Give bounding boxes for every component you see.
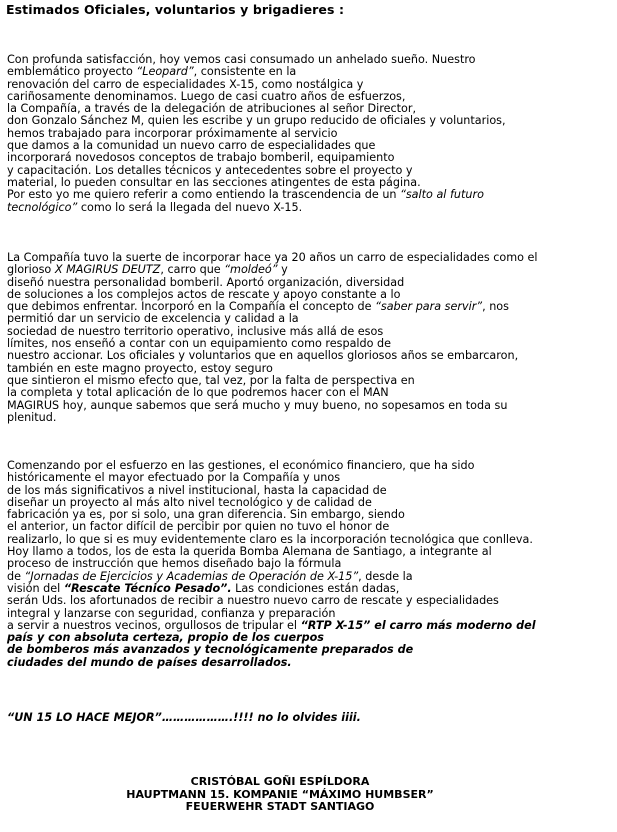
emphasis-text: “salto al futuro (400, 188, 484, 202)
text-run: MAGIRUS hoy, aunque sabemos que será mucho y muy bueno, no sopesamos en toda su (7, 398, 508, 412)
text-run: Con profunda satisfacción, hoy vemos casi consumado un anhelado sueño. Nuestro (7, 53, 476, 66)
text-run: que sintieron el mismo efecto que, tal vez, por la falta de perspectiva en (7, 373, 415, 387)
emphasis-text: “Jornadas de Ejercicios y Academias de Operación de X-15” (24, 569, 359, 583)
signature-name: CRISTÓBAL GOÑI ESPÍLDORA (190, 775, 370, 788)
text-run: nuestro accionar. Los oficiales y voluntarios que en aquellos gloriosos años se embarcaron, (7, 349, 519, 363)
emphasis-text: “RTP X-15” el carro más moderno del (300, 618, 536, 632)
emphasis-text: ciudades del mundo de países desarrollados. (7, 655, 292, 669)
text-run: material, lo pueden consultar en las secciones atingentes de esta página. (7, 175, 421, 189)
greeting-heading: Estimados Oficiales, voluntarios y brigadieres : (6, 2, 345, 17)
text-run: de los más significativos a nivel institucional, hasta la capacidad de (7, 483, 387, 497)
emphasis-text: tecnológico” (7, 200, 78, 214)
text-run: , carro que (160, 263, 225, 277)
text-run: glorioso (7, 263, 55, 277)
text-run: hemos trabajado para incorporar próximamente al servicio (7, 126, 338, 140)
emphasis-text: X MAGIRUS DEUTZ (54, 263, 161, 277)
paragraph-2 (7, 252, 538, 424)
text-run: de (7, 569, 25, 583)
text-run: realizarlo, lo que si es muy evidentemente claro es la incorporación tecnológica que conlleva. (7, 532, 533, 546)
text-run: Las condiciones están dadas, (231, 581, 400, 595)
text-run: permitió dar un servicio de excelencia y calidad a la (7, 312, 299, 326)
text-run: emblemático proyecto (7, 65, 137, 79)
signature-title: HAUPTMANN 15. KOMPANIE “MÁXIMO HUMBSER” (126, 787, 434, 801)
paragraph-3 (7, 460, 536, 669)
text-run: serán Uds. los afortunados de recibir a nuestro nuevo carro de rescate y especialidades (7, 594, 499, 608)
text-run: históricamente el mayor efectuado por la Compañía y unos (7, 471, 341, 485)
text-line (7, 400, 538, 412)
emphasis-text: “moldeó” (224, 263, 278, 277)
text-run: incorporará novedosos conceptos de trabajo bomberil, equipamiento (7, 151, 395, 165)
text-run: diseñó nuestra personalidad bomberil. Aportó organización, diversidad (7, 275, 405, 289)
text-run: La Compañía tuvo la suerte de incorporar hace ya 20 años un carro de especialidades como el (7, 251, 538, 264)
emphasis-text: “Rescate Técnico Pesado”. (63, 581, 232, 595)
text-run: , desde la (358, 569, 413, 583)
closing-line: “UN 15 LO HACE MEJOR”……………….!!!! no lo olvides iiii. (7, 711, 361, 724)
emphasis-text: país y con absoluta certeza, propio de los cuerpos (7, 631, 324, 645)
text-run: la Compañía, a través de la delegación de atribuciones al señor Director, (7, 102, 417, 116)
text-run: visión del (7, 581, 64, 595)
text-run: cariñosamente denominamos. Luego de casi cuatro años de esfuerzos, (7, 89, 406, 103)
text-run: y capacitación. Los detalles técnicos y antecedentes sobre el proyecto y (7, 163, 413, 177)
text-run: Hoy llamo a todos, los de esta la querida Bomba Alemana de Santiago, a integrante al (7, 545, 492, 559)
text-run: de soluciones a los complejos actos de rescate y apoyo constante a lo (7, 287, 401, 301)
text-run: como lo será la llegada del nuevo X-15. (77, 200, 303, 214)
emphasis-text: de bomberos más avanzados y tecnológicamente preparados de (7, 643, 414, 657)
signature-organization: FEUERWEHR STADT SANTIAGO (185, 800, 375, 813)
text-run: , nos (482, 300, 509, 314)
emphasis-text: “saber para servir” (375, 300, 483, 314)
text-run: Comenzando por el esfuerzo en las gestiones, el económico financiero, que ha sido (7, 459, 475, 472)
text-line (7, 202, 506, 214)
emphasis-text: “Leopard” (136, 65, 194, 79)
text-run: la completa y total aplicación de lo que podremos hacer con el MAN (7, 386, 389, 400)
text-run: y (277, 263, 288, 277)
text-run: Por esto yo me quiero referir a como entiendo la trascendencia de un (7, 188, 401, 202)
text-run: , consistente en la (193, 65, 297, 79)
text-run: proceso de instrucción que hemos diseñado bajo la fórmula (7, 557, 342, 571)
text-run: don Gonzalo Sánchez M, quien les escribe y un grupo reducido de oficiales y voluntarios, (7, 114, 506, 128)
text-run: a servir a nuestros vecinos, orgullosos de tripular el (7, 618, 301, 632)
text-run: renovación del carro de especialidades X-15, como nostálgica y (7, 77, 364, 91)
text-run: que damos a la comunidad un nuevo carro de especialidades que (7, 139, 376, 153)
text-line (7, 657, 536, 669)
text-run: límites, nos enseñó a contar con un equipamiento como respaldo de (7, 337, 392, 351)
signature-block (0, 776, 560, 814)
text-run: integral y lanzarse con seguridad, confianza y preparación (7, 606, 336, 620)
text-run: fabricación ya es, por si solo, una gran diferencia. Sin embargo, siendo (7, 508, 405, 522)
text-run: plenitud. (7, 410, 57, 424)
text-run: sociedad de nuestro territorio operativo, inclusive más allá de esos (7, 324, 384, 338)
text-run: el anterior, un factor difícil de percibir por quien no tuvo el honor de (7, 520, 390, 534)
text-line (7, 412, 538, 424)
text-run: también en este magno proyecto, estoy seguro (7, 361, 273, 375)
text-run: que debimos enfrentar. Incorporó en la Compañía el concepto de (7, 300, 376, 314)
text-run: diseñar un proyecto al más alto nivel tecnológico y de calidad de (7, 495, 372, 509)
paragraph-1 (7, 54, 506, 214)
